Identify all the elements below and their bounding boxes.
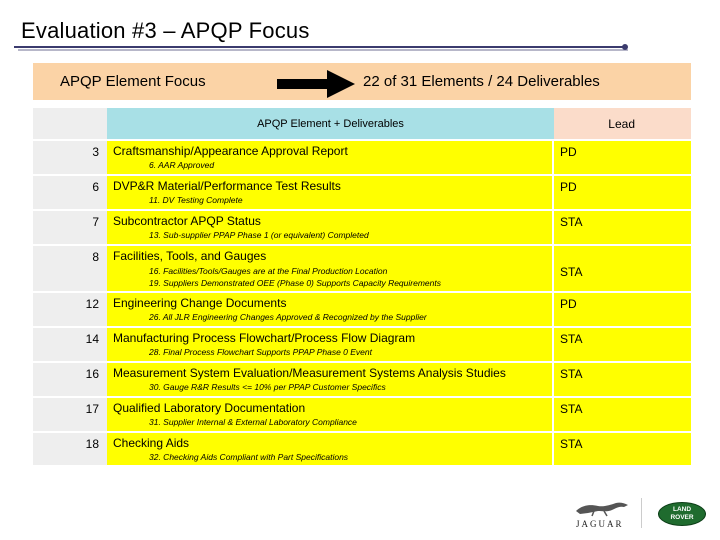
title-underline-shadow	[18, 49, 628, 51]
row-number-cell	[33, 176, 107, 209]
title-underline	[14, 46, 626, 48]
row-deliverable: 16. Facilities/Tools/Gauges are at the Final Production Location	[149, 266, 388, 276]
row-element: Engineering Change Documents	[113, 296, 287, 310]
row-deliverable: 13. Sub-supplier PPAP Phase 1 (or equivalent) Completed	[149, 230, 369, 240]
row-number: 17	[85, 402, 99, 416]
focus-right-label: 22 of 31 Elements / 24 Deliverables	[363, 73, 600, 90]
table-row	[33, 176, 552, 209]
row-deliverable: 6. AAR Approved	[149, 160, 215, 170]
row-lead: STA	[560, 402, 583, 416]
row-element: DVP&R Material/Performance Test Results	[113, 179, 341, 193]
row-number-cell	[33, 141, 107, 174]
row-element: Manufacturing Process Flowchart/Process Flow Diagram	[113, 331, 416, 345]
table-header-number-cell	[33, 108, 107, 139]
row-number: 7	[92, 215, 99, 229]
table-row	[33, 211, 552, 244]
row-number: 12	[85, 297, 99, 311]
row-deliverable: 28. Final Process Flowchart Supports PPAP Phase 0 Event	[149, 347, 372, 357]
row-element-cell	[107, 176, 552, 209]
row-lead: PD	[560, 180, 577, 194]
row-lead: STA	[560, 367, 583, 381]
row-lead-cell	[554, 398, 691, 431]
table-row	[33, 398, 552, 431]
row-lead-cell	[554, 141, 691, 174]
row-element: Subcontractor APQP Status	[113, 214, 261, 228]
row-element-cell	[107, 293, 552, 326]
row-element: Measurement System Evaluation/Measurement Systems Analysis Studies	[113, 366, 506, 380]
jaguar-leaper-icon	[574, 499, 630, 517]
row-element-cell	[107, 433, 552, 465]
row-number: 16	[85, 367, 99, 381]
row-deliverable: 11. DV Testing Complete	[149, 195, 243, 205]
row-lead: PD	[560, 297, 577, 311]
row-element: Qualified Laboratory Documentation	[113, 401, 306, 415]
row-deliverable: 26. All JLR Engineering Changes Approved & Recognized by the Supplier	[149, 312, 427, 322]
table-header-element	[107, 108, 554, 139]
table-header-lead	[554, 108, 691, 139]
jaguar-logo-text: JAGUAR	[576, 519, 624, 529]
row-number-cell	[33, 433, 107, 465]
logo-divider	[641, 498, 642, 528]
row-lead-cell	[554, 433, 691, 465]
land-rover-logo-line2: ROVER	[670, 514, 694, 521]
row-lead-cell	[554, 176, 691, 209]
row-lead-cell	[554, 211, 691, 244]
table-row	[33, 293, 552, 326]
land-rover-logo-line1: LAND	[672, 506, 692, 513]
table-row	[33, 328, 552, 361]
row-element-cell	[107, 246, 552, 291]
row-lead: STA	[560, 215, 583, 229]
row-number: 3	[92, 145, 99, 159]
right-arrow-icon	[277, 70, 355, 98]
row-deliverable: 32. Checking Aids Compliant with Part Specifications	[149, 452, 349, 462]
row-number: 6	[92, 180, 99, 194]
row-element: Facilities, Tools, and Gauges	[113, 249, 267, 263]
row-element: Checking Aids	[113, 436, 190, 450]
table-row	[33, 363, 552, 396]
row-element-cell	[107, 398, 552, 431]
row-number-cell	[33, 328, 107, 361]
row-number-cell	[33, 211, 107, 244]
table-row	[33, 141, 552, 174]
row-element-cell	[107, 211, 552, 244]
row-lead: PD	[560, 145, 577, 159]
row-lead: STA	[560, 265, 583, 279]
page-title: Evaluation #3 – APQP Focus	[21, 18, 310, 43]
row-number-cell	[33, 246, 107, 291]
row-number: 8	[92, 250, 99, 264]
row-number: 14	[85, 332, 99, 346]
row-lead: STA	[560, 332, 583, 346]
row-number-cell	[33, 293, 107, 326]
table-header-lead-label: Lead	[608, 116, 635, 131]
row-number-cell	[33, 398, 107, 431]
row-deliverable: 30. Gauge R&R Results <= 10% per PPAP Customer Specifics	[149, 382, 386, 392]
row-element-cell	[107, 141, 552, 174]
table-row	[33, 246, 552, 291]
row-number: 18	[85, 437, 99, 451]
row-lead: STA	[560, 437, 583, 451]
table-header-element-label: APQP Element + Deliverables	[257, 117, 404, 130]
row-lead-cell	[554, 293, 691, 326]
row-number-cell	[33, 363, 107, 396]
row-deliverable: 19. Suppliers Demonstrated OEE (Phase 0) Supports Capacity Requirements	[149, 278, 441, 288]
land-rover-logo	[658, 502, 706, 526]
row-deliverable: 31. Supplier Internal & External Laboratory Compliance	[149, 417, 357, 427]
row-lead-cell	[554, 328, 691, 361]
row-element-cell	[107, 363, 552, 396]
title-underline-end	[622, 44, 628, 50]
table-row	[33, 433, 552, 465]
row-lead-cell	[554, 246, 691, 291]
row-element-cell	[107, 328, 552, 361]
focus-left-label: APQP Element Focus	[60, 73, 206, 90]
row-lead-cell	[554, 363, 691, 396]
row-element: Craftsmanship/Appearance Approval Report	[113, 144, 348, 158]
